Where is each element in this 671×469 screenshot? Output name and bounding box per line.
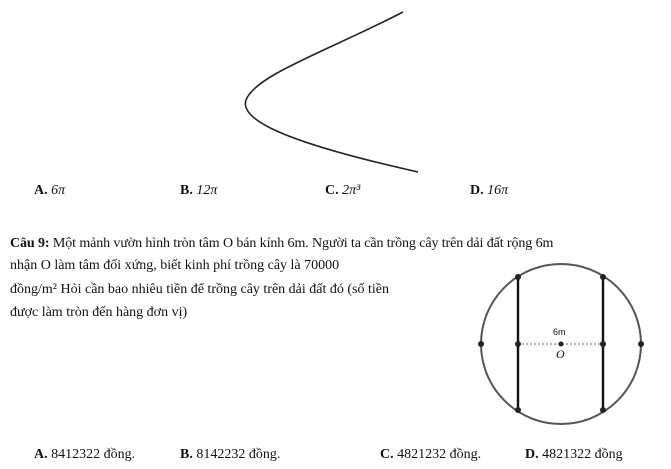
point-right-edge bbox=[638, 341, 644, 347]
question-line-1-text: Một mảnh vườn hình tròn tâm O bán kính 6m. Người ta cần trồng cây trên dải đất rộng 6m bbox=[52, 236, 554, 251]
answer-d-text: 4821322 đồng bbox=[542, 447, 623, 462]
prev-answer-a-text: 6π bbox=[51, 183, 66, 198]
answer-d[interactable] bbox=[525, 447, 623, 463]
question-line-2: nhận O làm tâm đối xứng, biết kinh phí trồng cây là 70000 bbox=[10, 258, 340, 273]
answer-b[interactable] bbox=[180, 447, 280, 463]
answer-b-label: B. bbox=[180, 447, 193, 462]
point-top-left bbox=[515, 274, 521, 280]
prev-answer-d-text: 16π bbox=[487, 183, 509, 198]
question-label: Câu 9: bbox=[10, 236, 50, 251]
answer-c-label: C. bbox=[380, 447, 394, 462]
answer-c[interactable] bbox=[380, 447, 481, 463]
prev-answer-d-label: D. bbox=[470, 183, 484, 198]
point-bottom-left bbox=[515, 407, 521, 413]
point-top-right bbox=[600, 274, 606, 280]
width-label: 6m bbox=[553, 327, 566, 337]
prev-answer-b-text: 12π bbox=[196, 183, 218, 198]
center-point bbox=[559, 342, 564, 347]
answer-a-label: A. bbox=[34, 447, 48, 462]
answer-d-label: D. bbox=[525, 447, 539, 462]
answer-a-text: 8412322 đồng. bbox=[51, 447, 136, 462]
point-bottom-right bbox=[600, 407, 606, 413]
prev-answer-c-text: 2π³ bbox=[342, 183, 361, 198]
question-line-3: đồng/m² Hỏi cần bao nhiêu tiền để trồng cây trên dải đất đó (số tiền bbox=[10, 282, 389, 297]
point-mid-left bbox=[515, 341, 521, 347]
prev-answer-b-label: B. bbox=[180, 183, 193, 198]
prev-answer-c-label: C. bbox=[325, 183, 339, 198]
center-label: O bbox=[556, 347, 565, 361]
point-left-edge bbox=[478, 341, 484, 347]
question-line-4: được làm tròn đến hàng đơn vị) bbox=[10, 305, 188, 320]
answer-a[interactable] bbox=[34, 447, 135, 463]
answer-b-text: 8142232 đồng. bbox=[196, 447, 281, 462]
point-mid-right bbox=[600, 341, 606, 347]
answer-c-text: 4821232 đồng. bbox=[397, 447, 482, 462]
prev-answer-a-label: A. bbox=[34, 183, 48, 198]
